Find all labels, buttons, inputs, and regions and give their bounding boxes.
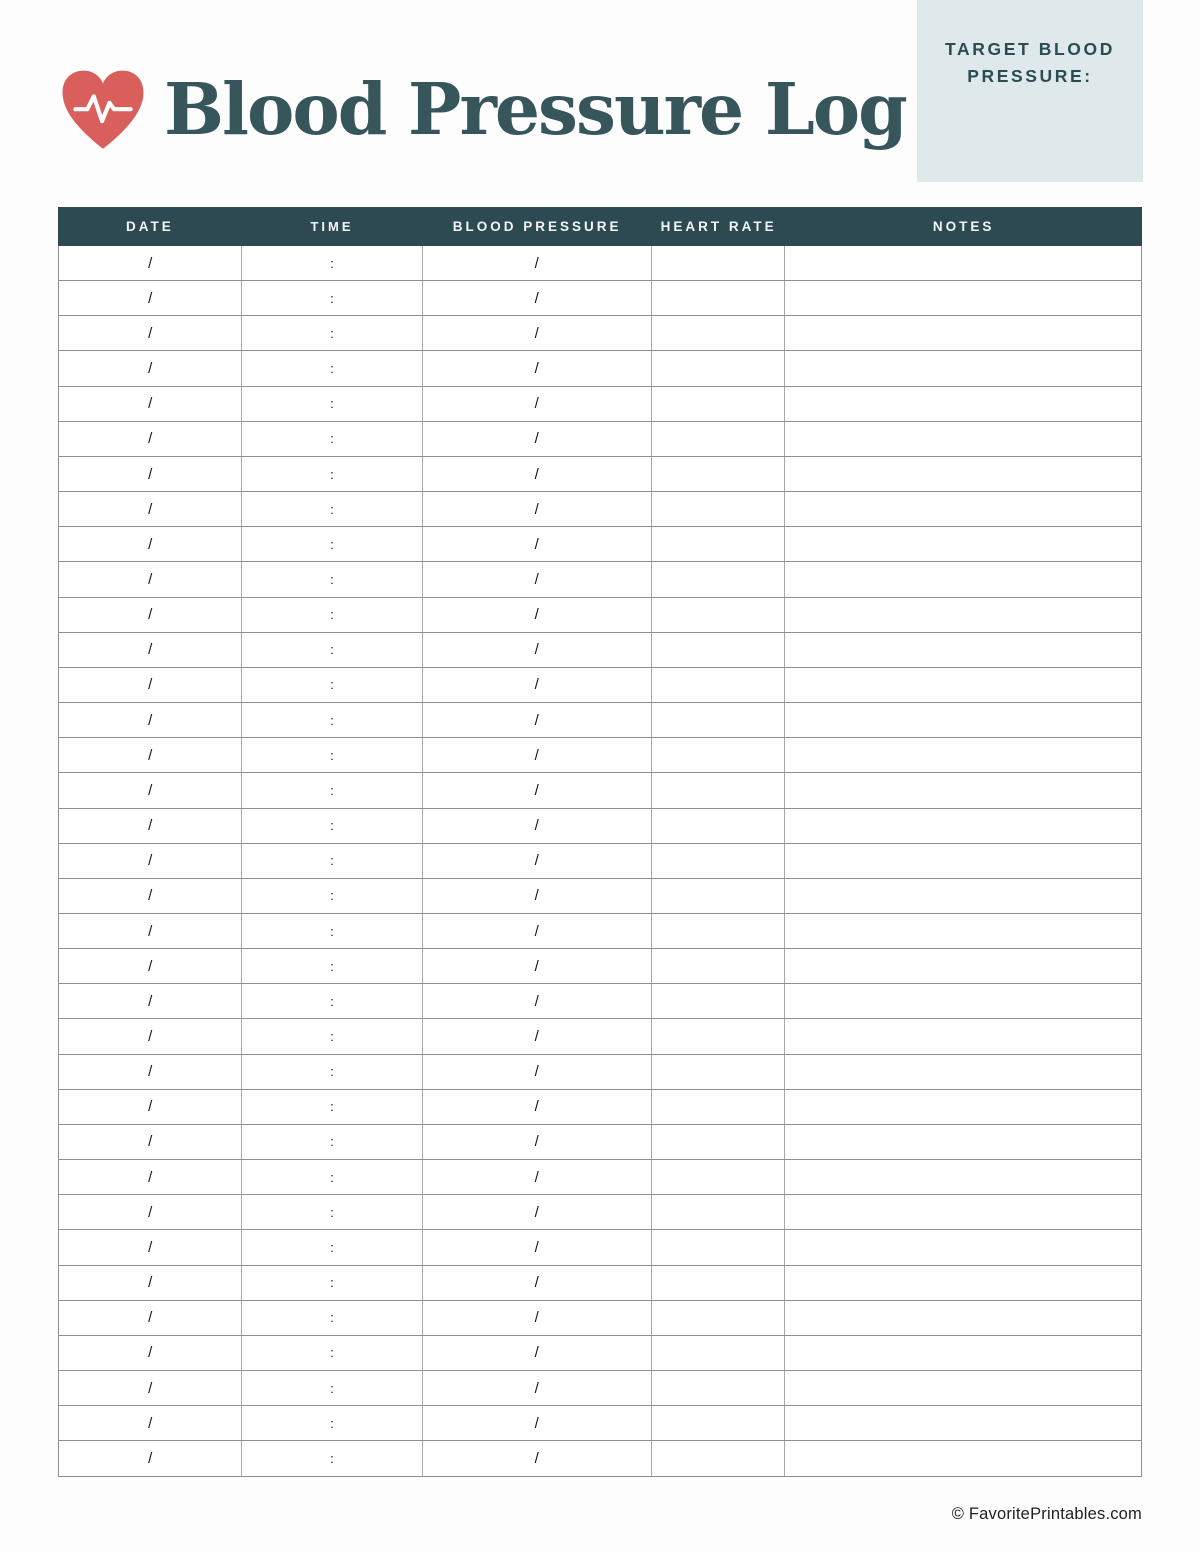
cell-blood-pressure[interactable]: / — [423, 1195, 652, 1229]
cell-blood-pressure[interactable]: / — [423, 1406, 652, 1440]
cell-date[interactable]: / — [59, 1230, 242, 1264]
cell-time[interactable]: : — [242, 984, 422, 1018]
cell-time[interactable]: : — [242, 1441, 422, 1476]
cell-date[interactable]: / — [59, 1195, 242, 1229]
cell-date[interactable]: / — [59, 1055, 242, 1089]
cell-notes[interactable] — [785, 351, 1141, 385]
cell-notes[interactable] — [785, 527, 1141, 561]
cell-date[interactable]: / — [59, 387, 242, 421]
cell-blood-pressure[interactable]: / — [423, 633, 652, 667]
cell-heart-rate[interactable] — [652, 1441, 785, 1476]
cell-blood-pressure[interactable]: / — [423, 387, 652, 421]
cell-date[interactable]: / — [59, 527, 242, 561]
cell-heart-rate[interactable] — [652, 246, 785, 280]
cell-notes[interactable] — [785, 1055, 1141, 1089]
cell-time[interactable]: : — [242, 668, 422, 702]
cell-blood-pressure[interactable]: / — [423, 809, 652, 843]
cell-notes[interactable] — [785, 984, 1141, 1018]
blood-pressure-table — [58, 207, 1142, 1477]
cell-blood-pressure[interactable]: / — [423, 527, 652, 561]
cell-date[interactable]: / — [59, 562, 242, 596]
cell-heart-rate[interactable] — [652, 316, 785, 350]
cell-heart-rate[interactable] — [652, 1019, 785, 1053]
table-row — [59, 773, 1141, 808]
cell-blood-pressure[interactable]: / — [423, 1266, 652, 1300]
cell-blood-pressure[interactable]: / — [423, 457, 652, 491]
cell-heart-rate[interactable] — [652, 598, 785, 632]
cell-notes[interactable] — [785, 668, 1141, 702]
cell-notes[interactable] — [785, 246, 1141, 280]
cell-time[interactable]: : — [242, 809, 422, 843]
cell-notes[interactable] — [785, 562, 1141, 596]
cell-blood-pressure[interactable]: / — [423, 1441, 652, 1476]
cell-blood-pressure[interactable]: / — [423, 1230, 652, 1264]
cell-date[interactable]: / — [59, 422, 242, 456]
cell-blood-pressure[interactable]: / — [423, 351, 652, 385]
cell-blood-pressure[interactable]: / — [423, 914, 652, 948]
page-header — [56, 66, 906, 158]
cell-time[interactable]: : — [242, 1055, 422, 1089]
cell-date[interactable]: / — [59, 773, 242, 807]
cell-time[interactable]: : — [242, 738, 422, 772]
table-row — [59, 457, 1141, 492]
table-row — [59, 633, 1141, 668]
cell-notes[interactable] — [785, 879, 1141, 913]
target-blood-pressure-input[interactable] — [917, 100, 1143, 182]
cell-date[interactable]: / — [59, 984, 242, 1018]
cell-blood-pressure[interactable]: / — [423, 422, 652, 456]
table-row — [59, 527, 1141, 562]
table-row — [59, 949, 1141, 984]
cell-heart-rate[interactable] — [652, 387, 785, 421]
table-row — [59, 1441, 1141, 1476]
table-row — [59, 598, 1141, 633]
cell-date[interactable]: / — [59, 1336, 242, 1370]
cell-notes[interactable] — [785, 1406, 1141, 1440]
cell-heart-rate[interactable] — [652, 879, 785, 913]
table-row — [59, 1230, 1141, 1265]
cell-time[interactable]: : — [242, 351, 422, 385]
cell-date[interactable]: / — [59, 281, 242, 315]
cell-notes[interactable] — [785, 422, 1141, 456]
cell-time[interactable]: : — [242, 773, 422, 807]
target-blood-pressure-box — [917, 0, 1143, 182]
cell-heart-rate[interactable] — [652, 844, 785, 878]
page-title: Blood Pressure Log — [164, 66, 906, 151]
cell-date[interactable]: / — [59, 492, 242, 526]
cell-notes[interactable] — [785, 773, 1141, 807]
cell-time[interactable]: : — [242, 1301, 422, 1335]
table-row — [59, 668, 1141, 703]
table-row — [59, 1195, 1141, 1230]
cell-time[interactable]: : — [242, 844, 422, 878]
cell-time[interactable]: : — [242, 492, 422, 526]
cell-notes[interactable] — [785, 598, 1141, 632]
cell-blood-pressure[interactable]: / — [423, 1301, 652, 1335]
cell-date[interactable]: / — [59, 1441, 242, 1476]
cell-notes[interactable] — [785, 492, 1141, 526]
cell-blood-pressure[interactable]: / — [423, 773, 652, 807]
cell-date[interactable]: / — [59, 351, 242, 385]
target-blood-pressure-label: TARGET BLOOD PRESSURE: — [945, 39, 1115, 87]
column-header-notes: NOTES — [932, 219, 995, 234]
table-row — [59, 809, 1141, 844]
cell-notes[interactable] — [785, 1301, 1141, 1335]
cell-heart-rate[interactable] — [652, 1230, 785, 1264]
cell-date[interactable]: / — [59, 738, 242, 772]
cell-date[interactable]: / — [59, 1301, 242, 1335]
cell-blood-pressure[interactable]: / — [423, 984, 652, 1018]
cell-notes[interactable] — [785, 1441, 1141, 1476]
column-header-heart-rate: HEART RATE — [660, 219, 777, 234]
cell-notes[interactable] — [785, 1125, 1141, 1159]
cell-notes[interactable] — [785, 1090, 1141, 1124]
cell-blood-pressure[interactable]: / — [423, 316, 652, 350]
table-row — [59, 387, 1141, 422]
table-row — [59, 1019, 1141, 1054]
cell-notes[interactable] — [785, 316, 1141, 350]
cell-time[interactable]: : — [242, 1336, 422, 1370]
table-row — [59, 1371, 1141, 1406]
cell-notes[interactable] — [785, 703, 1141, 737]
table-row — [59, 562, 1141, 597]
cell-blood-pressure[interactable]: / — [423, 1160, 652, 1194]
cell-blood-pressure[interactable]: / — [423, 949, 652, 983]
table-row — [59, 1160, 1141, 1195]
cell-notes[interactable] — [785, 633, 1141, 667]
cell-blood-pressure[interactable]: / — [423, 1336, 652, 1370]
cell-notes[interactable] — [785, 1371, 1141, 1405]
cell-notes[interactable] — [785, 1019, 1141, 1053]
cell-notes[interactable] — [785, 1195, 1141, 1229]
table-row — [59, 246, 1141, 281]
cell-date[interactable]: / — [59, 1090, 242, 1124]
cell-time[interactable]: : — [242, 1230, 422, 1264]
table-row — [59, 281, 1141, 316]
cell-heart-rate[interactable] — [652, 668, 785, 702]
table-row — [59, 351, 1141, 386]
cell-notes[interactable] — [785, 844, 1141, 878]
cell-date[interactable]: / — [59, 703, 242, 737]
cell-blood-pressure[interactable]: / — [423, 492, 652, 526]
cell-heart-rate[interactable] — [652, 1160, 785, 1194]
table-row — [59, 984, 1141, 1019]
cell-heart-rate[interactable] — [652, 1055, 785, 1089]
cell-notes[interactable] — [785, 949, 1141, 983]
cell-heart-rate[interactable] — [652, 1195, 785, 1229]
cell-time[interactable]: : — [242, 527, 422, 561]
cell-date[interactable]: / — [59, 949, 242, 983]
cell-blood-pressure[interactable]: / — [423, 1090, 652, 1124]
cell-blood-pressure[interactable]: / — [423, 668, 652, 702]
column-header-time: TIME — [310, 219, 354, 234]
table-row — [59, 914, 1141, 949]
cell-date[interactable]: / — [59, 879, 242, 913]
cell-heart-rate[interactable] — [652, 1266, 785, 1300]
copyright-footer: © FavoritePrintables.com — [951, 1505, 1142, 1523]
cell-date[interactable]: / — [59, 1406, 242, 1440]
table-row — [59, 879, 1141, 914]
cell-time[interactable]: : — [242, 879, 422, 913]
cell-blood-pressure[interactable]: / — [423, 1055, 652, 1089]
column-header-blood-pressure: BLOOD PRESSURE — [452, 219, 622, 234]
cell-blood-pressure[interactable]: / — [423, 738, 652, 772]
cell-time[interactable]: : — [242, 914, 422, 948]
cell-heart-rate[interactable] — [652, 1301, 785, 1335]
table-row — [59, 703, 1141, 738]
table-row — [59, 1406, 1141, 1441]
cell-time[interactable]: : — [242, 316, 422, 350]
cell-time[interactable]: : — [242, 422, 422, 456]
cell-blood-pressure[interactable]: / — [423, 281, 652, 315]
cell-time[interactable]: : — [242, 703, 422, 737]
cell-time[interactable]: : — [242, 457, 422, 491]
cell-blood-pressure[interactable]: / — [423, 598, 652, 632]
cell-date[interactable]: / — [59, 316, 242, 350]
cell-blood-pressure[interactable]: / — [423, 562, 652, 596]
cell-date[interactable]: / — [59, 457, 242, 491]
cell-heart-rate[interactable] — [652, 527, 785, 561]
cell-time[interactable]: : — [242, 633, 422, 667]
table-row — [59, 738, 1141, 773]
table-row — [59, 1301, 1141, 1336]
cell-heart-rate[interactable] — [652, 351, 785, 385]
cell-blood-pressure[interactable]: / — [423, 246, 652, 280]
cell-time[interactable]: : — [242, 281, 422, 315]
cell-time[interactable]: : — [242, 1406, 422, 1440]
table-row — [59, 492, 1141, 527]
cell-notes[interactable] — [785, 1230, 1141, 1264]
cell-time[interactable]: : — [242, 387, 422, 421]
cell-notes[interactable] — [785, 1266, 1141, 1300]
cell-blood-pressure[interactable]: / — [423, 703, 652, 737]
cell-heart-rate[interactable] — [652, 1371, 785, 1405]
cell-date[interactable]: / — [59, 914, 242, 948]
cell-time[interactable]: : — [242, 1195, 422, 1229]
cell-date[interactable]: / — [59, 633, 242, 667]
cell-notes[interactable] — [785, 809, 1141, 843]
cell-time[interactable]: : — [242, 1160, 422, 1194]
cell-blood-pressure[interactable]: / — [423, 1019, 652, 1053]
cell-date[interactable]: / — [59, 1371, 242, 1405]
cell-blood-pressure[interactable]: / — [423, 879, 652, 913]
table-row — [59, 1336, 1141, 1371]
cell-heart-rate[interactable] — [652, 633, 785, 667]
table-row — [59, 1125, 1141, 1160]
cell-time[interactable]: : — [242, 598, 422, 632]
cell-heart-rate[interactable] — [652, 1406, 785, 1440]
cell-time[interactable]: : — [242, 562, 422, 596]
cell-date[interactable]: / — [59, 844, 242, 878]
cell-heart-rate[interactable] — [652, 492, 785, 526]
cell-heart-rate[interactable] — [652, 1336, 785, 1370]
cell-date[interactable]: / — [59, 809, 242, 843]
table-row — [59, 1266, 1141, 1301]
cell-heart-rate[interactable] — [652, 984, 785, 1018]
table-row — [59, 1090, 1141, 1125]
cell-date[interactable]: / — [59, 1266, 242, 1300]
cell-notes[interactable] — [785, 738, 1141, 772]
cell-time[interactable]: : — [242, 1019, 422, 1053]
cell-time[interactable]: : — [242, 246, 422, 280]
cell-heart-rate[interactable] — [652, 703, 785, 737]
cell-date[interactable]: / — [59, 1160, 242, 1194]
cell-blood-pressure[interactable]: / — [423, 844, 652, 878]
table-row — [59, 316, 1141, 351]
cell-notes[interactable] — [785, 387, 1141, 421]
cell-heart-rate[interactable] — [652, 1090, 785, 1124]
cell-heart-rate[interactable] — [652, 562, 785, 596]
cell-heart-rate[interactable] — [652, 422, 785, 456]
cell-time[interactable]: : — [242, 1266, 422, 1300]
cell-date[interactable]: / — [59, 1125, 242, 1159]
cell-date[interactable]: / — [59, 668, 242, 702]
cell-blood-pressure[interactable]: / — [423, 1125, 652, 1159]
cell-time[interactable]: : — [242, 949, 422, 983]
cell-heart-rate[interactable] — [652, 738, 785, 772]
cell-notes[interactable] — [785, 1160, 1141, 1194]
table-row — [59, 422, 1141, 457]
cell-heart-rate[interactable] — [652, 773, 785, 807]
cell-heart-rate[interactable] — [652, 1125, 785, 1159]
cell-heart-rate[interactable] — [652, 281, 785, 315]
heart-pulse-icon — [56, 66, 150, 158]
cell-time[interactable]: : — [242, 1090, 422, 1124]
table-body — [58, 246, 1142, 1477]
cell-date[interactable]: / — [59, 598, 242, 632]
column-header-date: DATE — [125, 219, 174, 234]
cell-heart-rate[interactable] — [652, 457, 785, 491]
table-row — [59, 1055, 1141, 1090]
cell-notes[interactable] — [785, 457, 1141, 491]
cell-blood-pressure[interactable]: / — [423, 1371, 652, 1405]
cell-date[interactable]: / — [59, 246, 242, 280]
table-header-row — [58, 207, 1142, 246]
cell-heart-rate[interactable] — [652, 809, 785, 843]
cell-heart-rate[interactable] — [652, 914, 785, 948]
cell-heart-rate[interactable] — [652, 949, 785, 983]
cell-time[interactable]: : — [242, 1125, 422, 1159]
cell-time[interactable]: : — [242, 1371, 422, 1405]
cell-date[interactable]: / — [59, 1019, 242, 1053]
cell-notes[interactable] — [785, 914, 1141, 948]
cell-notes[interactable] — [785, 1336, 1141, 1370]
cell-notes[interactable] — [785, 281, 1141, 315]
table-row — [59, 844, 1141, 879]
